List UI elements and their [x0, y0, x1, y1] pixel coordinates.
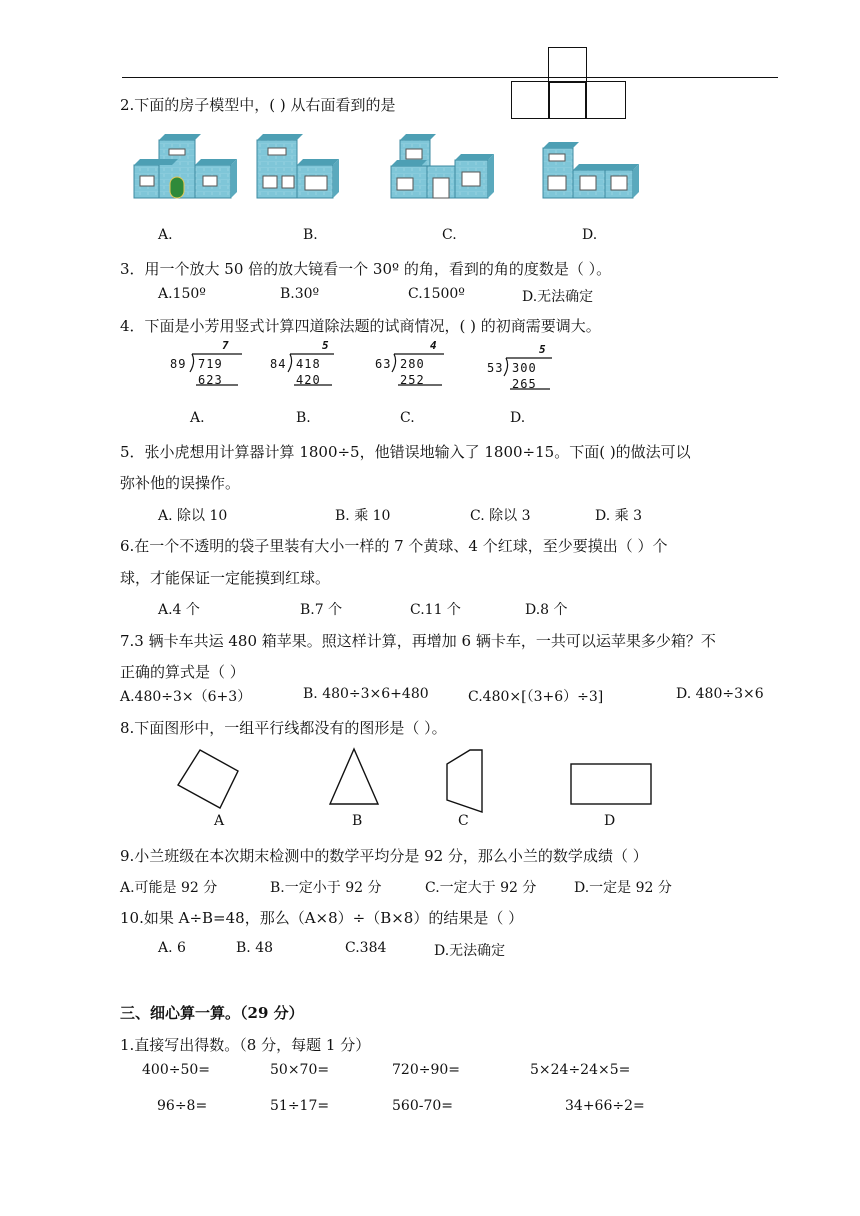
question-8: 8.下面图形中，一组平行线都没有的图形是（ ）。 [120, 719, 447, 737]
house-c-icon [391, 134, 494, 198]
house-models [0, 0, 860, 260]
q10-option-c[interactable]: C.384 [345, 940, 387, 956]
q10-option-b[interactable]: B. 48 [236, 940, 274, 956]
question-6-line-1: 6.在一个不透明的袋子里装有大小一样的 7 个黄球、4 个红球，至少要摸出（ ）个 [120, 537, 668, 555]
q5-option-c[interactable]: C. 除以 3 [470, 508, 531, 524]
section-3-sub-1: 1.直接写出得数。（8 分，每题 1 分） [120, 1036, 371, 1054]
question-7-line-1: 7.3 辆卡车共运 480 箱苹果。照这样计算，再增加 6 辆卡车，一共可以运苹果多少箱？不 [120, 632, 716, 650]
q8-label-d[interactable]: D [604, 813, 616, 829]
q7-option-a[interactable]: A.480÷3×（6+3） [120, 689, 252, 705]
q9-option-d[interactable]: D.一定是 92 分 [574, 880, 672, 896]
calc-1-2: 50×70= [270, 1062, 330, 1078]
question-5-line-1: 5．张小虎想用计算器计算 1800÷5，他错误地输入了 1800÷15。下面( )的做法可以 [120, 443, 691, 461]
q6-option-b[interactable]: B.7 个 [300, 602, 343, 618]
q2-option-b[interactable]: B. [303, 227, 318, 243]
q4-option-d[interactable]: D. [510, 410, 526, 426]
q9-option-c[interactable]: C.一定大于 92 分 [425, 880, 537, 896]
q8-label-c[interactable]: C [458, 813, 469, 829]
shape-c-trapezoid [447, 750, 482, 812]
q3-option-b[interactable]: B.30º [280, 286, 320, 302]
section-3-title: 三、细心算一算。（29 分） [120, 1004, 304, 1022]
question-7-line-2: 正确的算式是（ ） [120, 663, 245, 681]
q9-option-b[interactable]: B.一定小于 92 分 [270, 880, 382, 896]
question-6-line-2: 球，才能保证一定能摸到红球。 [120, 569, 331, 587]
q6-option-c[interactable]: C.11 个 [410, 602, 461, 618]
q2-option-d[interactable]: D. [582, 227, 598, 243]
q2-option-c[interactable]: C. [442, 227, 457, 243]
q10-option-d[interactable]: D.无法确定 [434, 943, 506, 959]
house-d-icon [543, 142, 639, 198]
question-2: 2.下面的房子模型中，( ) 从右面看到的是 [120, 96, 396, 114]
q7-option-b[interactable]: B. 480÷3×6+480 [303, 686, 429, 702]
shape-d-rectangle [571, 764, 651, 804]
q5-option-d[interactable]: D. 乘 3 [595, 508, 642, 524]
calc-1-4: 5×24÷24×5= [530, 1062, 631, 1078]
question-9: 9.小兰班级在本次期末检测中的数学平均分是 92 分，那么小兰的数学成绩（ ） [120, 847, 648, 865]
house-a-icon [134, 134, 237, 198]
q10-option-a[interactable]: A. 6 [158, 940, 186, 956]
q8-label-a[interactable]: A [214, 813, 225, 829]
house-b-icon [257, 134, 339, 198]
shape-b-triangle [330, 749, 378, 804]
q4-option-c[interactable]: C. [400, 410, 415, 426]
q3-option-c[interactable]: C.1500º [408, 286, 465, 302]
calc-2-2: 51÷17= [270, 1098, 330, 1114]
q4-option-b[interactable]: B. [296, 410, 311, 426]
calc-1-3: 720÷90= [392, 1062, 460, 1078]
q3-option-d[interactable]: D.无法确定 [522, 289, 594, 305]
q8-label-b[interactable]: B [352, 813, 363, 829]
calc-1-1: 400÷50= [142, 1062, 210, 1078]
calc-2-3: 560-70= [392, 1098, 453, 1114]
calc-2-4: 34+66÷2= [565, 1098, 645, 1114]
q7-option-d[interactable]: D. 480÷3×6 [676, 686, 764, 702]
question-3: 3．用一个放大 50 倍的放大镜看一个 30º 的角，看到的角的度数是（ ）。 [120, 260, 612, 278]
q5-option-a[interactable]: A. 除以 10 [158, 508, 228, 524]
q4-option-a[interactable]: A. [190, 410, 205, 426]
q5-option-b[interactable]: B. 乘 10 [335, 508, 391, 524]
q9-option-a[interactable]: A.可能是 92 分 [120, 880, 218, 896]
question-5-line-2: 弥补他的误操作。 [120, 474, 241, 492]
question-10: 10.如果 A÷B=48，那么（A×8）÷（B×8）的结果是（ ） [120, 909, 524, 927]
q6-option-a[interactable]: A.4 个 [158, 602, 200, 618]
q8-shapes [0, 740, 860, 820]
q7-option-c[interactable]: C.480×[（3+6）÷3] [468, 689, 604, 705]
shape-a-rhombus [178, 750, 238, 808]
q3-option-a[interactable]: A.150º [158, 286, 206, 302]
question-4: 4．下面是小芳用竖式计算四道除法题的试商情况，( ) 的初商需要调大。 [120, 317, 601, 335]
calc-2-1: 96÷8= [157, 1098, 208, 1114]
q6-option-d[interactable]: D.8 个 [525, 602, 568, 618]
q2-option-a[interactable]: A. [158, 227, 173, 243]
